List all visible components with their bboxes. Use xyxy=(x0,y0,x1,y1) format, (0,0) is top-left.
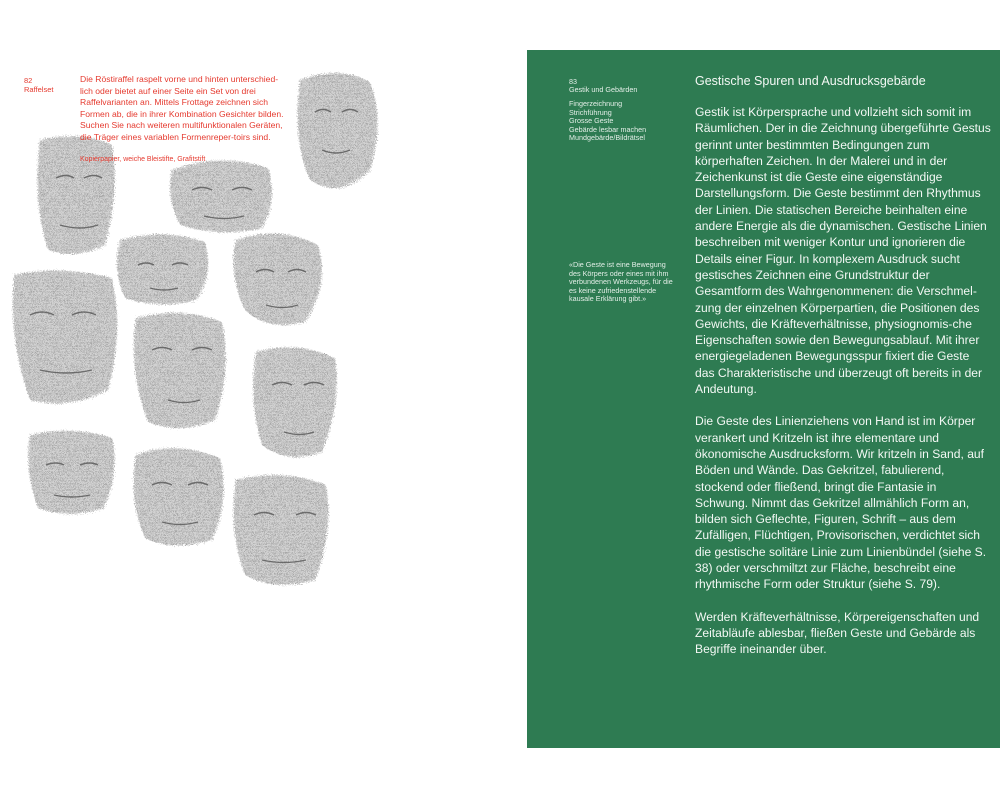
section-heading: Gestische Spuren und Ausdrucksgebärde xyxy=(695,74,926,88)
frottage-faces-illustration xyxy=(0,60,527,620)
face-drawing xyxy=(134,313,226,428)
face-drawing xyxy=(117,234,208,304)
face-drawing xyxy=(298,73,378,188)
keyword-item: Fingerzeichnung xyxy=(569,99,623,108)
keyword-item: Gebärde lesbar machen xyxy=(569,124,647,134)
materials-note: Kopierpapier, weiche Bleistifte, Grafitstift xyxy=(80,156,206,163)
paragraph: Werden Kräfteverhältnisse, Körpereigenschaften und Zeitabläufe ablesbar, fließen Geste und Gebärde als Begriffe ineinander über. xyxy=(695,609,980,657)
keyword-item: Mundgebärde/Bildrätsel xyxy=(569,133,645,143)
exercise-description: Die Röstiraffel raspelt vorne und hinten unterschied-lich oder bietet auf einer Seite ein Set von drei Raffelvarianten an. Mittels Frottage zeichnen sich Formen ab, die in ihrer Kombination Gesichter bilden. Suchen Sie nach weiteren multifunktionalen Geräten, die Träger eines variablen Formenreper-toirs sind. xyxy=(80,74,284,142)
page-number-right: 83 xyxy=(569,77,577,86)
paragraph: Die Geste des Linienziehens von Hand ist im Körper verankert und Kritzeln ist ihre elementare und ökonomische Ausdrucksform. Wir kritzeln in Sand, auf Böden und Wände. Das Gekritzel, fabulierend, stockend oder fließend, bringt die Fantasie in Schwung. Nimmt das Gekritzel allmählich Form an, bilden sich Geflechte, Figuren, Schrift – aus dem Zufälligen, Flüchtigen, Provisorischen, verdichtet sich die gestische solitäre Linie zum Linienbündel (siehe S. 38) oder verschmiltzt zur Fläche, beschreibt eine rhythmische Form oder Struktur (siehe S. 79). xyxy=(695,414,987,592)
page-number-left: 82 xyxy=(24,76,33,85)
keyword-item: Strichführung xyxy=(569,107,612,117)
face-drawing xyxy=(170,160,272,232)
face-drawing xyxy=(233,475,328,585)
exercise-title: Raffelset xyxy=(24,85,54,94)
body-text xyxy=(695,104,991,674)
right-page xyxy=(527,50,1000,748)
chapter-title: Gestik und Gebärden xyxy=(569,85,638,94)
face-drawing xyxy=(133,448,223,545)
face-drawing xyxy=(28,431,114,514)
face-drawing xyxy=(253,347,337,457)
face-drawing xyxy=(233,234,321,326)
paragraph: Gestik ist Körpersprache und vollzieht sich somit im Räumlichen. Der in die Zeichnung übergeführte Gestus gerinnt unter bestimmten Bedingungen zum körperhaften Zeichen. In der Malerei und in der Zeichenkunst ist die Geste eine eigenständige Darstellungsform. Die Geste bestimmt den Rhythmus der Linien. Die statischen Bereiche beinhalten eine andere Energie als die dynamischen. Gestische Linien beschreiben mit weniger Kontur und ignorieren die Details einer Figur. In komplexem Ausdruck sucht gestisches Zeichnen eine Grundstruktur der Gesamtform des Wahrgenommenen: die Verschmel-zung der einzelnen Körperpartien, die Positionen des Gewichts, die Kräfteverhältnisse, physiognomis-che Eigenschaften sowie den Bewegungsablauf. Mit ihrer energiegeladenen Bewegungsspur fixiert die Geste das Charakteristische und überzeugt oft bereits in der Andeutung. xyxy=(695,105,991,397)
keyword-list xyxy=(569,100,646,143)
face-drawing xyxy=(37,136,114,254)
margin-quote: «Die Geste ist eine Bewegung des Körpers oder eines mit ihm verbundenen Werkzeugs, für die es keine zufriedenstellende kausale Erklärung gibt.» xyxy=(569,260,673,304)
keyword-item: Grosse Geste xyxy=(569,116,614,126)
face-drawing xyxy=(13,271,117,404)
